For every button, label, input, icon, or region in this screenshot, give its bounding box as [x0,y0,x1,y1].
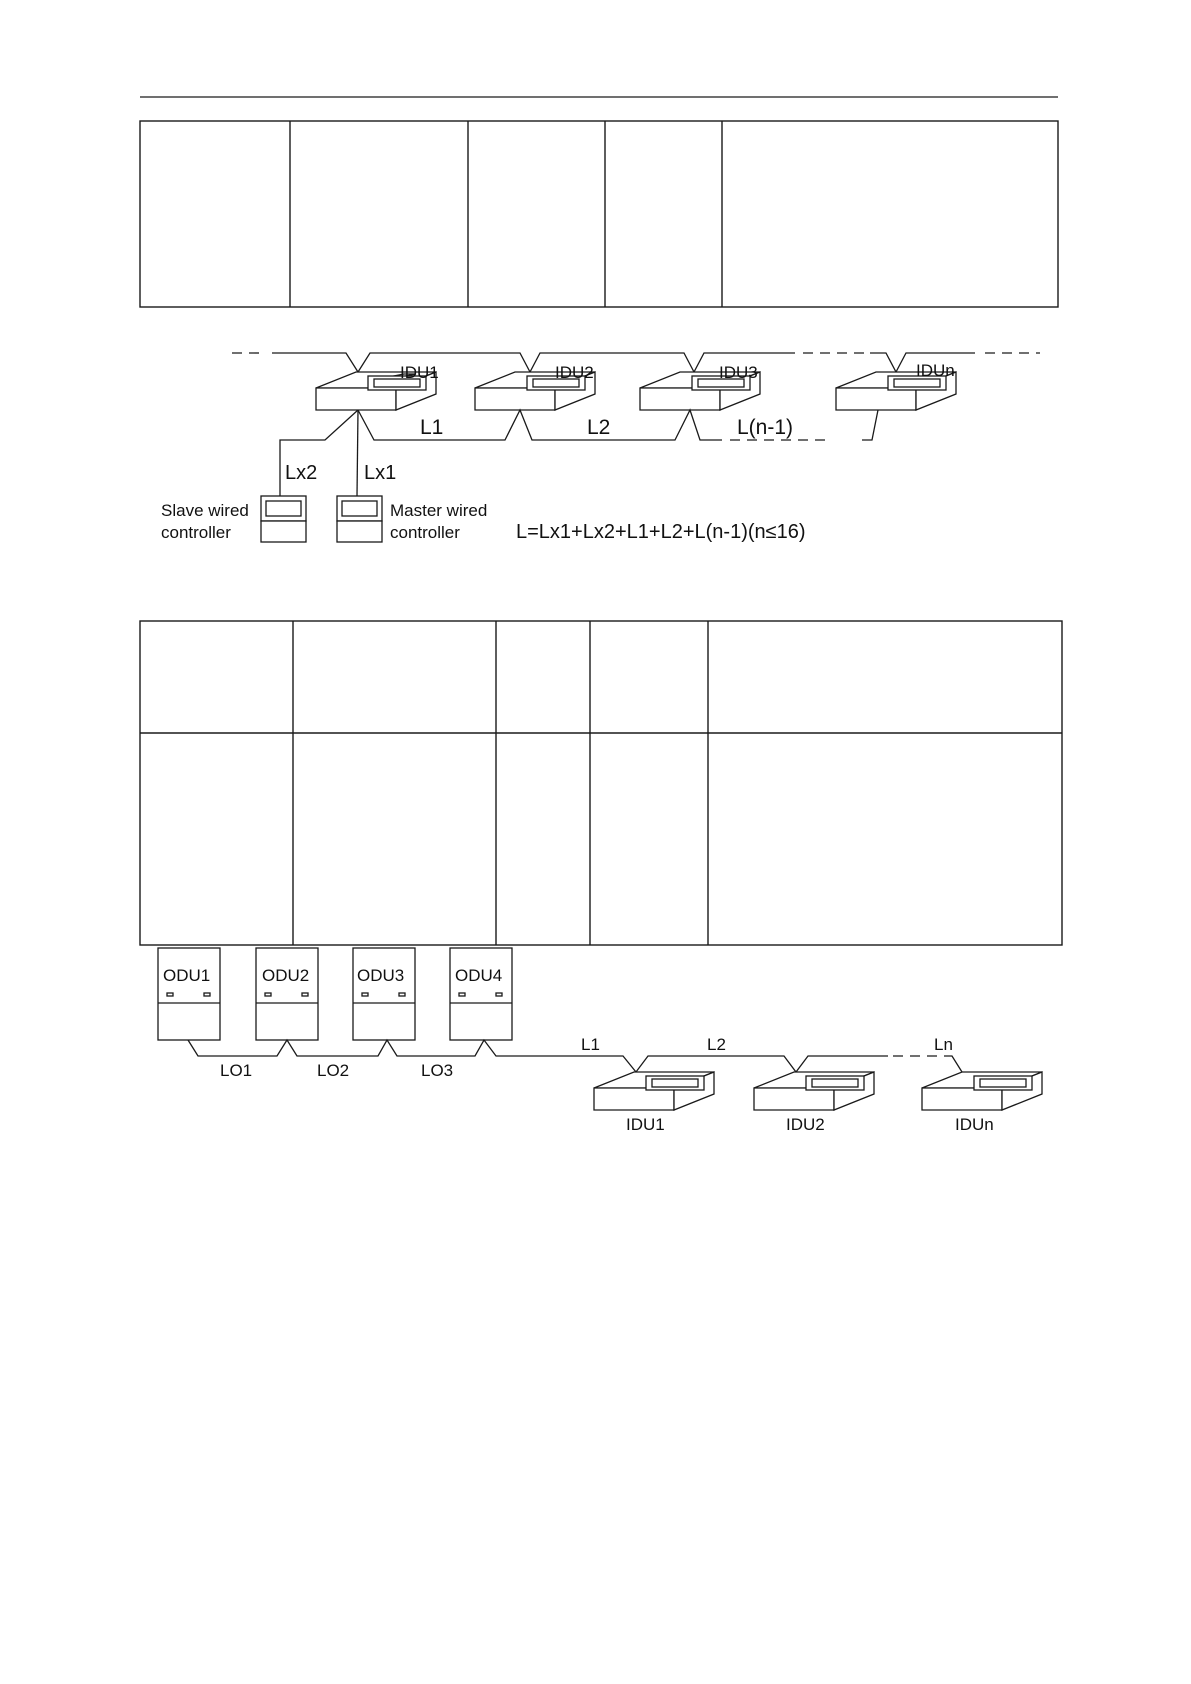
slave-controller-label-line1: Slave wired [161,501,249,520]
idu1-label: IDU1 [626,1115,665,1134]
odu2-label: ODU2 [262,966,310,985]
master-controller-label-line2: controller [390,523,460,542]
odu1-unit [158,948,220,1040]
odu2-unit [256,948,318,1040]
idu1-label: IDU1 [400,363,439,382]
link-lo1-label: LO1 [220,1061,253,1080]
diagram-2 [158,948,1042,1134]
segment-l1-label: L1 [420,416,444,439]
master-controller-label-line1: Master wired [390,501,488,520]
idu2-unit [754,1072,874,1110]
idu1-unit [594,1072,714,1110]
odu4-unit [450,948,512,1040]
idun-label: IDUn [955,1115,994,1134]
master-wired-controller [337,496,382,542]
odu4-label: ODU4 [455,966,503,985]
branch-lx1-label: Lx1 [364,462,397,484]
idun-unit [922,1072,1042,1110]
segment-ln1-label: L(n-1) [737,416,794,439]
table-2 [140,621,1062,945]
length-formula: L=Lx1+Lx2+L1+L2+L(n-1)(n≤16) [516,521,806,543]
diagram-1 [161,353,1040,543]
idu2-label: IDU2 [555,363,594,382]
odu3-unit [353,948,415,1040]
idu2-label: IDU2 [786,1115,825,1134]
link-lo2-label: LO2 [317,1061,350,1080]
outdoor-link-line [188,1040,888,1072]
segment-l2-label: L2 [587,416,611,439]
master-branch-line [357,410,358,496]
slave-wired-controller [261,496,306,542]
segment-l2-label: L2 [707,1035,726,1054]
branch-lx2-label: Lx2 [285,462,318,484]
idun-label: IDUn [916,361,955,380]
idu3-label: IDU3 [719,363,758,382]
segment-ln-label: Ln [934,1035,953,1054]
odu1-label: ODU1 [163,966,211,985]
link-lo3-label: LO3 [421,1061,454,1080]
segment-l1-label: L1 [581,1035,600,1054]
slave-controller-label-line2: controller [161,523,231,542]
odu3-label: ODU3 [357,966,405,985]
table-1 [140,121,1058,307]
